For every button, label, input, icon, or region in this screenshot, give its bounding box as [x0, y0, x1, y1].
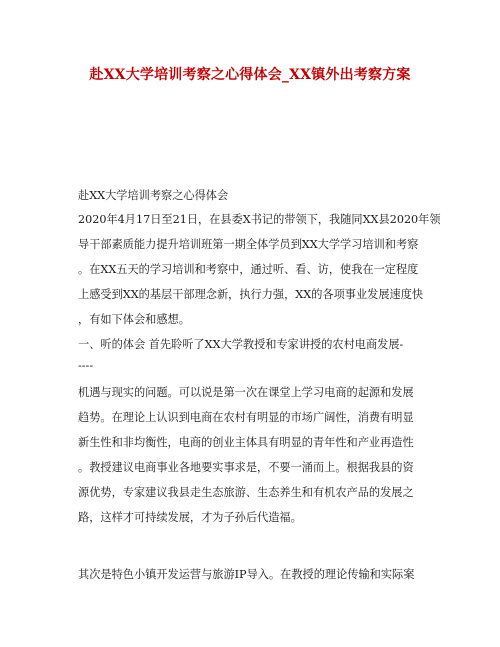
paragraph-line: 趋势。在理论上认识到电商在农村有明显的市场广阔性，消费有明显 — [78, 411, 414, 424]
section-title: 赴XX大学培训考察之心得体会 — [78, 189, 229, 202]
paragraph-line: 路，这样才可持续发展，才为子孙后代造福。 — [78, 511, 302, 524]
paragraph-line: ，有如下体会和感想。 — [78, 313, 190, 326]
paragraph-line: ---- — [78, 359, 94, 372]
paragraph-line: 。教授建议电商事业各地要实事求是，不要一涌而上。根据我县的资 — [78, 461, 414, 474]
page-title: 赴XX大学培训考察之心得体会_XX镇外出考察方案 — [89, 67, 411, 83]
paragraph-line: 2020年4月17日至21日，在县委X书记的带领下，我随同XX县2020年领 — [78, 213, 441, 226]
paragraph-line: 其次是特色小镇开发运营与旅游IP导入。在教授的理论传输和实际案 — [78, 568, 415, 581]
paragraph-line: 新生性和非均衡性，电商的创业主体具有明显的青年性和产业再造性 — [78, 436, 414, 449]
paragraph-line: 一、听的体会 首先聆听了XX大学教授和专家讲授的农村电商发展- — [78, 338, 404, 351]
paragraph-line: 机遇与现实的问题。可以说是第一次在课堂上学习电商的起源和发展 — [78, 386, 414, 399]
paragraph-line: 导干部素质能力提升培训班第一期全体学员到XX大学学习培训和考察 — [78, 238, 419, 251]
paragraph-line: 。在XX五天的学习培训和考察中，通过听、看、访，使我在一定程度 — [78, 263, 419, 276]
paragraph-line: 上感受到XX的基层干部理念新，执行力强，XX的各项事业发展速度快 — [78, 288, 424, 301]
paragraph-line: 源优势，专家建议我县走生态旅游、生态养生和有机农产品的发展之 — [78, 486, 414, 499]
